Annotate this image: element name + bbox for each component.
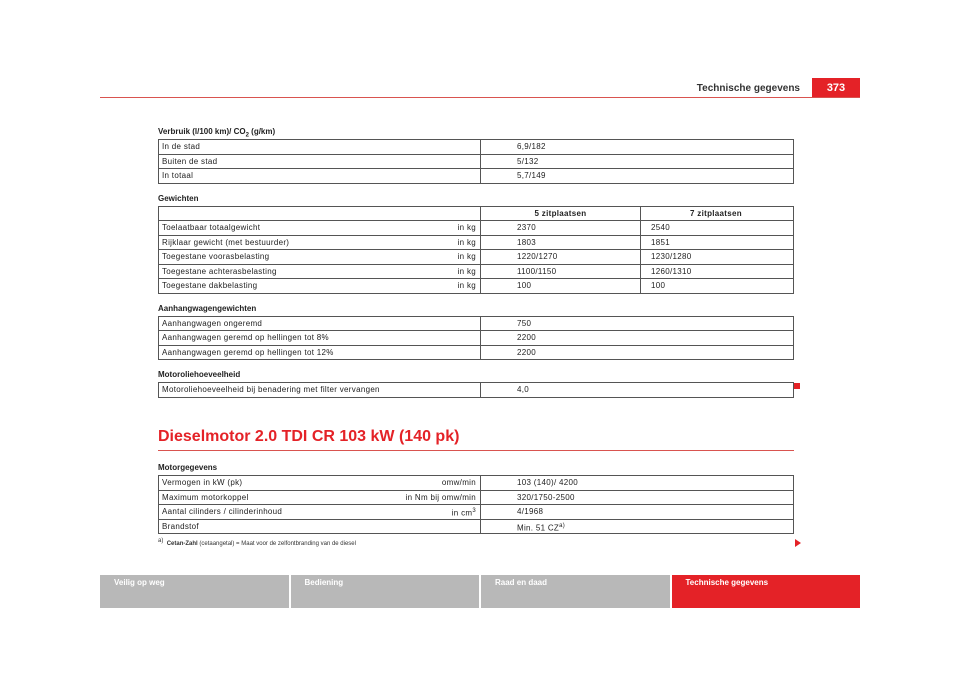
aanhang-title: Aanhangwagengewichten [158, 303, 257, 313]
table-row: Aanhangwagen geremd op hellingen tot 12% 2200 [159, 345, 793, 360]
table-row: Maximum motorkoppel in Nm bij omw/min 320/1750-2500 [159, 490, 793, 505]
table-row: Aantal cilinders / cilinderinhoud in $cm^3$ 4/1968 [159, 504, 793, 519]
motorgegevens-table [158, 475, 794, 534]
table-row: Toegestane voorasbelasting in kg 1220/1270 1230/1280 [159, 249, 793, 264]
olie-table [158, 382, 794, 398]
header-divider [100, 97, 860, 98]
table-row: Toegestane dakbelasting in kg 100 100 [159, 278, 793, 293]
content-lower [158, 461, 794, 534]
verbruik-title: Verbruik (l/100 km)/ $CO_2$ (g/km) [158, 127, 276, 139]
tab-technische-gegevens[interactable]: Technische gegevens [672, 575, 861, 608]
table-row: Toelaatbaar totaalgewicht in kg 2370 2540 [159, 220, 793, 235]
tab-bediening[interactable]: Bediening [291, 575, 482, 608]
table-row: Vermogen in kW (pk) omw/min 103 (140)/ 4200 [159, 476, 793, 490]
table-header-row: 5 zitplaatsen 7 zitplaatsen [159, 207, 793, 221]
tab-veilig-op-weg[interactable]: Veilig op weg [100, 575, 291, 608]
aanhang-table [158, 316, 794, 361]
table-row: In de stad 6,9/182 [159, 140, 793, 154]
table-row: Motoroliehoeveelheid bij benadering met filter vervangen 4,0 [159, 383, 793, 397]
gewichten-title: Gewichten [158, 193, 199, 203]
olie-title: Motoroliehoeveelheid [158, 370, 241, 379]
table-row: Toegestane achterasbelasting in kg 1100/1150 1260/1310 [159, 264, 793, 279]
section-end-marker [794, 383, 800, 389]
table-row: Rijklaar gewicht (met bestuurder) in kg 1803 1851 [159, 235, 793, 250]
gewichten-table [158, 206, 794, 294]
motorgegevens-title: Motorgegevens [158, 463, 218, 472]
table-row: Brandstof Min. 51 CZ$^{a)}$ [159, 519, 793, 534]
next-page-arrow-icon[interactable] [795, 539, 801, 547]
verbruik-table [158, 139, 794, 184]
page-number: 373 [812, 78, 860, 98]
diesel-divider [158, 450, 794, 451]
table-row: Aanhangwagen ongeremd 750 [159, 317, 793, 331]
table-row: Aanhangwagen geremd op hellingen tot 8% 2200 [159, 330, 793, 345]
diesel-section-title: Dieselmotor 2.0 TDI CR 103 kW (140 pk) [158, 428, 460, 445]
header-title: Technische gegevens [696, 83, 800, 94]
content-upper [158, 125, 794, 398]
tab-raad-en-daad[interactable]: Raad en daad [481, 575, 672, 608]
table-row: Buiten de stad 5/132 [159, 154, 793, 169]
footnote: $^{a)}$ Cetan-Zahl (cetaangetal) = Maat voor de zelfontbranding van de diesel [158, 538, 356, 547]
table-row: In totaal 5,7/149 [159, 168, 793, 183]
bottom-nav [100, 575, 860, 608]
